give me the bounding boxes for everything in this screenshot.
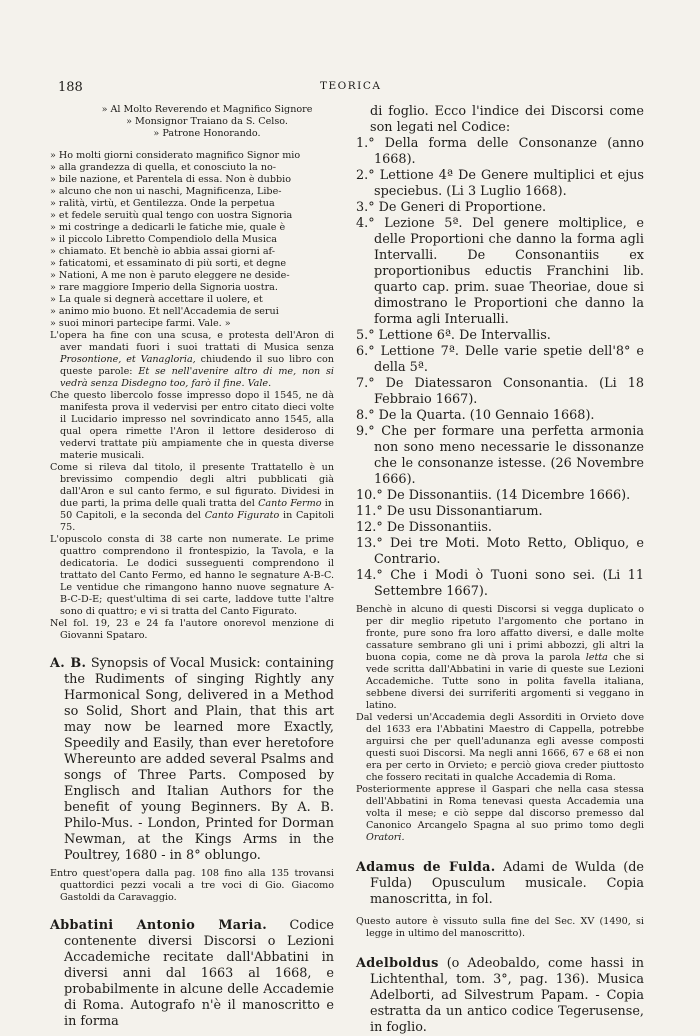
letter-line: » alla grandezza di quella, et conosciuto la no- — [50, 162, 277, 173]
letter-line: » mi costringe a dedicarli le fatiche mie, quale è — [50, 222, 286, 233]
index-item: 13.° Dei tre Moti. Moto Retto, Obliquo, e Contrario. — [356, 536, 644, 567]
index-item: 10.° De Dissonantiis. (14 Dicembre 1666). — [356, 488, 631, 503]
letter-line: » Nationi, A me non è paruto eleggere ne deside- — [50, 270, 290, 281]
dedication-line: » Patrone Honorando. — [153, 128, 261, 139]
letter-line: » faticatomi, et essaminato di più sorti, et degne — [50, 258, 287, 269]
dedication-line: » Al Molto Reverendo et Magnifico Signore — [101, 104, 313, 115]
dedication — [80, 104, 334, 140]
note-orvieto: Dal vedersi un'Accademia degli Assorditi in Orvieto dove del 1633 era l'Abbatini Maestro di Cappella, potrebbe arguirsi che per quell'adunanza egli avesse composti questi suoi Discorsi. Ma negli anni 1666, 67 e 68 ei non era per certo in Orvieto; e perciò giova creder piuttosto che fossero recitati in qualche Accademia di Roma. — [356, 712, 644, 783]
dedication-line: » Monsignor Traiano da S. Celso. — [126, 116, 288, 127]
left-column — [50, 104, 334, 1030]
index-item: 2.° Lettione 4ª De Genere multiplici et ejus speciebus. (Li 3 Luglio 1668). — [356, 168, 644, 199]
entry-heading: Abbatini Antonio Maria. — [50, 918, 267, 933]
letter-line: » La quale si degnerà accettare il uolere, et — [50, 294, 263, 305]
index-item: 7.° De Diatessaron Consonantia. (Li 18 Febbraio 1667). — [356, 376, 644, 407]
paragraph-spataro: Nel fol. 19, 23 e 24 fa l'autore onorevol menzione di Giovanni Spataro. — [50, 618, 334, 641]
entry-abbatini: Abbatini Antonio Maria. Codice contenente diversi Discorsi o Lezioni Accademiche recitate dall'Abbatini in diversi anni dal 1663 al 1668, e probabilmente in alcune delle Accademie di Roma. Autografo n'è il manoscritto e in forma — [50, 918, 334, 1029]
entry-ab: A. B. Synopsis of Vocal Musick: containing the Rudiments of singing Rightly any Harmonical Song, delivered in a Method so Solid, Short and Plain, that this art may now be learned more Exactly, Speedily and Easily, than ever heretofore Whereunto are added several Psalms and songs of Three Parts. Composed by Englisch and Italian Authors for the benefit of young Beginners. By A. B. Philo-Mus. - London, Printed for Dorman Newman, at the Kings Arms in the Poultrey, 1680 - in 8° oblungo. — [50, 656, 334, 863]
letter-line: » et fedele seruitù qual tengo con uostra Signoria — [50, 210, 293, 221]
letter-line: » ralità, virtù, et Gentilezza. Onde la perpetua — [50, 198, 275, 209]
entry-adamus: Adamus de Fulda. Adami de Wulda (de Fulda) Opusculum musicale. Copia manoscritta, in fol. — [356, 860, 644, 907]
letter-line: » animo mio buono. Et nell'Accademia de serui — [50, 306, 279, 317]
index-intro: di foglio. Ecco l'indice dei Discorsi come son legati nel Codice: — [370, 104, 644, 135]
letter-line: » rare maggiore Imperio della Signoria uostra. — [50, 282, 278, 293]
note-duplicato: Benchè in alcuno di questi Discorsi si vegga duplicato o per dir meglio ripetuto l'argomento che portano in fronte, pure sono fra loro affatto diversi, e dalle molte cassature sembrano gli uni i primi abbozzi, gli altri la buona copia, come ne dà prova la parola letta che si vede scritta dall'Abbatini in varie di queste sue Lezioni Accademiche. Tutte sono in polita favella italiana, sebbene diversi dei surriferiti argomenti si veggano in latino. — [356, 604, 644, 711]
right-column — [356, 104, 644, 1036]
letter-line: » il piccolo Libretto Compendiolo della Musica — [50, 234, 278, 245]
letter-line: » alcuno che non ui naschi, Magnificenza, Libe- — [50, 186, 282, 197]
entry-adelboldus: Adelboldus (o Adeobaldo, come hassi in Lichtenthal, tom. 3°, pag. 136). Musica Adelborti, ad Silvestrum Papam. - Copia estratta da un antico codice Tegerusense, in foglio. — [356, 956, 644, 1035]
dedicatory-letter — [50, 150, 334, 330]
discorsi-index — [356, 136, 644, 600]
entry-ab-note: Entro quest'opera dalla pag. 108 fino alla 135 trovansi quattordici pezzi vocali a tre voci di Gio. Giacomo Gastoldi da Caravaggio. — [50, 868, 334, 903]
index-item: 8.° De la Quarta. (10 Gennaio 1668). — [356, 408, 595, 423]
letter-line: » chiamato. Et benchè io abbia assai giorni af- — [50, 246, 275, 257]
letter-line: » suoi minori partecipe farmi. Vale. » — [50, 318, 231, 329]
paragraph-titolo: Come si rileva dal titolo, il presente Trattatello è un brevissimo compendio degli altri pubblicati già dall'Aron e sul canto fermo, e sul figurato. Dividesi in due parti, la prima delle quali tratta del Canto Fermo in 50 Capitoli, e la seconda del Canto Figurato in Capitoli 75. — [50, 462, 335, 533]
note-gaspari: Posteriormente apprese il Gaspari che nella casa stessa dell'Abbatini in Roma tenevasi questa Accademia una volta il mese; e ciò seppe dal discorso premesso dal Canonico Arcangelo Spagna al suo primo tomo degli Oratori. — [356, 784, 644, 843]
index-item: 5.° Lettione 6ª. De Intervallis. — [356, 328, 551, 343]
entry-heading: A. B. — [50, 656, 87, 671]
index-item: 9.° Che per formare una perfetta armonia non sono meno necessarie le dissonanze che le consonanze istesse. (26 Novembre 1666). — [356, 424, 644, 487]
index-item: 4.° Lezione 5ª. Del genere moltiplice, e delle Proportioni che danno la forma agli Intervalli. De Consonantiis ex proportionibus eductis Franchini lib. quarto cap. prim. suae Theoriae, doue si dimostrano le Proportioni che danno la forma agli Interualli. — [356, 216, 644, 327]
page-header — [58, 80, 648, 98]
paragraph-opuscolo: L'opuscolo consta di 38 carte non numerate. Le prime quattro comprendono il frontespizio, la Tavola, e la dedicatoria. Le dodici susseguenti comprendono il trattato del Canto Fermo, ed hanno le segnature A-B-C. Le ventidue che rimangono hanno nuove segnature A-B-C-D-E; quest'ultima di sei carte, laddove tutte l'altre sono di quattro; e vi si tratta del Canto Figurato. — [50, 534, 334, 617]
letter-line: » Ho molti giorni considerato magnifico Signor mio — [50, 150, 301, 161]
index-item: 11.° De usu Dissonantiarum. — [356, 504, 543, 519]
index-item: 14.° Che i Modi ò Tuoni sono sei. (Li 11 Settembre 1667). — [356, 568, 644, 599]
page-number: 188 — [58, 80, 83, 95]
entry-heading: Adelboldus — [356, 956, 439, 971]
paragraph-opera: L'opera ha fine con una scusa, e protesta dell'Aron di aver mandati fuori i suoi trattati di Musica senza Prosontione, et Vanagloria, chiudendo il suo libro con queste parole: Et se nell'avenire altro di me, non si vedrà senza Disdegno too, farò il fine. Vale. — [50, 330, 334, 389]
running-title: TEORICA — [320, 80, 382, 92]
index-item: 6.° Lettione 7ª. Delle varie spetie dell'8° e della 5ª. — [356, 344, 644, 375]
entry-heading: Adamus de Fulda. — [356, 860, 496, 875]
index-item: 1.° Della forma delle Consonanze (anno 1668). — [356, 136, 644, 167]
index-item: 12.° De Dissonantiis. — [356, 520, 492, 535]
paragraph-libercolo: Che questo libercolo fosse impresso dopo il 1545, ne dà manifesta prova il vedervisi per entro citato dieci volte il Lucidario impresso nel sovrindicato anno 1545, alla qual opera rimette l'Aron il lettore desideroso di vedervi trattate più ampiamente che in questa diverse materie musicali. — [50, 390, 334, 461]
index-item: 3.° De Generi di Proportione. — [356, 200, 547, 215]
letter-line: » bile nazione, et Parentela di essa. Non è dubbio — [50, 174, 291, 185]
entry-adamus-note: Questo autore è vissuto sulla fine del Sec. XV (1490, si legge in ultimo del manoscritto). — [356, 916, 644, 939]
